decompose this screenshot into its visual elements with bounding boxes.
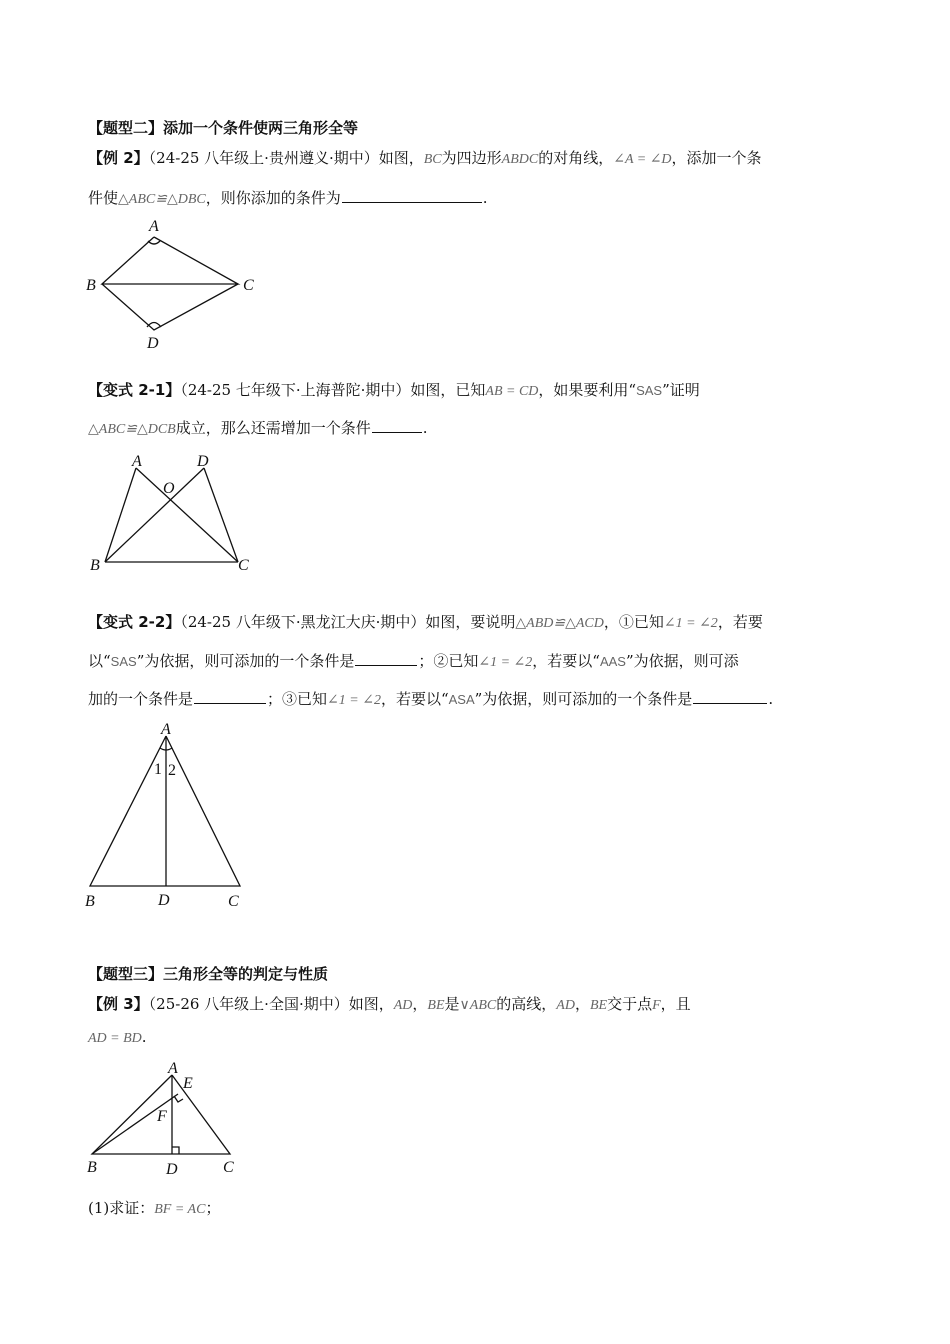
math-angle-eq: ∠A = ∠D	[613, 152, 672, 167]
text: ，若要以“	[380, 690, 449, 708]
example-2-line-2	[88, 186, 488, 211]
text: 交于点	[607, 995, 653, 1013]
variant-2-2-tag: 【变式 2-2】	[88, 613, 181, 631]
label-b: B	[85, 893, 95, 910]
text: ，	[412, 995, 428, 1013]
variant-2-1-source: （24-25 七年级下·上海普陀·期中）如图，已知	[180, 381, 486, 399]
label-e: E	[183, 1075, 193, 1092]
example-3-line-1	[88, 993, 691, 1017]
label-d: D	[166, 1161, 178, 1178]
text: ，添加一个条	[671, 149, 762, 167]
text: 件使	[88, 189, 119, 207]
math-abdc: ABDC	[501, 152, 539, 167]
figure-altitudes-triangle	[82, 1058, 252, 1178]
label-d: D	[158, 892, 170, 909]
text: ”为依据，则可添加的一个条件是	[474, 690, 693, 708]
text: ，如果要利用“	[538, 381, 637, 399]
text: 的对角线，	[538, 149, 614, 167]
math-be: BE	[589, 998, 608, 1013]
example-3-line-2	[88, 1026, 147, 1050]
text: ，若要以“	[532, 652, 600, 670]
example-3-source: （25-26 八年级上·全国·期中）如图，	[148, 995, 394, 1013]
text: .	[141, 1028, 147, 1046]
answer-blank-3[interactable]	[693, 687, 767, 704]
text: ，且	[660, 995, 691, 1013]
label-a: A	[149, 218, 159, 235]
math-aas: AAS	[599, 654, 626, 669]
segment-ac	[136, 468, 238, 562]
variant-2-2-source: （24-25 八年级下·黑龙江大庆·期中）如图，要说明	[180, 613, 516, 631]
answer-blank[interactable]	[372, 416, 422, 433]
variant-2-1-line-1	[88, 379, 700, 403]
label-c: C	[228, 893, 239, 910]
label-c: C	[238, 557, 249, 574]
math-ad: AD	[556, 998, 575, 1013]
right-angle-mark-e	[174, 1096, 183, 1102]
label-c: C	[243, 277, 254, 294]
triangle-abc	[90, 736, 240, 886]
answer-blank-2[interactable]	[194, 687, 266, 704]
example-2-tag: 【例 2】	[88, 149, 149, 167]
triangle-dbc	[102, 284, 238, 330]
text: 的高线，	[496, 995, 557, 1013]
text: .	[422, 419, 428, 437]
math-ad: AD	[393, 998, 413, 1013]
math-f: F	[652, 998, 661, 1013]
text: ，若要	[717, 613, 763, 631]
label-angle-1: 1	[154, 761, 162, 778]
example-3-tag: 【例 3】	[88, 995, 149, 1013]
math-angle12: ∠1 = ∠2	[663, 616, 718, 631]
math-bf-ac: BF = AC	[154, 1202, 206, 1217]
math-angle12: ∠1 = ∠2	[327, 693, 381, 708]
math-asa: ASA	[448, 692, 475, 707]
math-sas: SAS	[636, 383, 663, 398]
label-b: B	[90, 557, 100, 574]
math-congruence: △ABC≌△DCB	[88, 422, 176, 437]
section-heading-type3: 【题型三】三角形全等的判定与性质	[88, 965, 329, 983]
text: 以“	[88, 652, 111, 670]
answer-blank-1[interactable]	[355, 649, 417, 666]
label-d: D	[197, 453, 209, 470]
figure-quadrilateral-abdc	[80, 215, 280, 355]
text: 成立，那么还需增加一个条件	[175, 419, 371, 437]
label-o: O	[163, 480, 175, 497]
question-1-line	[88, 1197, 220, 1221]
label-b: B	[87, 1159, 97, 1176]
variant-2-2-line-2	[88, 649, 739, 674]
math-sas: SAS	[110, 654, 137, 669]
text: ，则你添加的条件为	[205, 189, 341, 207]
label-d: D	[147, 335, 159, 352]
right-angle-mark-d	[172, 1147, 179, 1154]
text: ；③已知	[267, 690, 328, 708]
label-a: A	[161, 721, 171, 738]
math-triangle: ∨ABC	[459, 998, 497, 1013]
label-angle-2: 2	[168, 762, 176, 779]
text: ”证明	[662, 381, 700, 399]
text: ”为依据，则可添	[625, 652, 739, 670]
variant-2-1-line-2	[88, 416, 428, 441]
label-a: A	[168, 1060, 178, 1077]
figure-crossed-triangles	[85, 448, 265, 578]
math-be: BE	[427, 998, 445, 1013]
variant-2-2-line-1	[88, 611, 763, 635]
answer-blank[interactable]	[342, 186, 482, 203]
text: ；②已知	[418, 652, 479, 670]
triangle-abc	[102, 237, 238, 284]
text: ”为依据，则可添加的一个条件是	[136, 652, 355, 670]
math-bc: BC	[423, 152, 442, 167]
variant-2-1-tag: 【变式 2-1】	[88, 381, 181, 399]
text: 加的一个条件是	[88, 690, 194, 708]
text: .	[768, 690, 774, 708]
text: ；	[205, 1199, 221, 1217]
label-a: A	[132, 453, 142, 470]
label-c: C	[223, 1159, 234, 1176]
text: ，①已知	[603, 613, 664, 631]
section-heading-type2: 【题型二】添加一个条件使两三角形全等	[88, 119, 359, 137]
label-b: B	[86, 277, 96, 294]
text: .	[482, 189, 488, 207]
variant-2-2-line-3	[88, 687, 773, 712]
math-ad-bd: AD = BD	[88, 1031, 142, 1046]
example-2-source: （24-25 八年级上·贵州遵义·期中）如图，	[148, 149, 424, 167]
figure-isosceles-triangle	[82, 718, 262, 918]
math-angle12: ∠1 = ∠2	[478, 655, 533, 670]
text: ，	[574, 995, 590, 1013]
math-congruence: △ABD≌△ACD	[515, 616, 604, 631]
question-1-label: (1)求证：	[88, 1199, 155, 1217]
example-2-line-1	[88, 147, 762, 171]
text: 是	[444, 995, 460, 1013]
segment-dc	[204, 468, 238, 562]
math-ab-cd: AB = CD	[485, 384, 539, 399]
math-congruence: △ABC≌△DBC	[118, 192, 206, 207]
label-f: F	[157, 1108, 167, 1125]
text: 为四边形	[441, 149, 502, 167]
